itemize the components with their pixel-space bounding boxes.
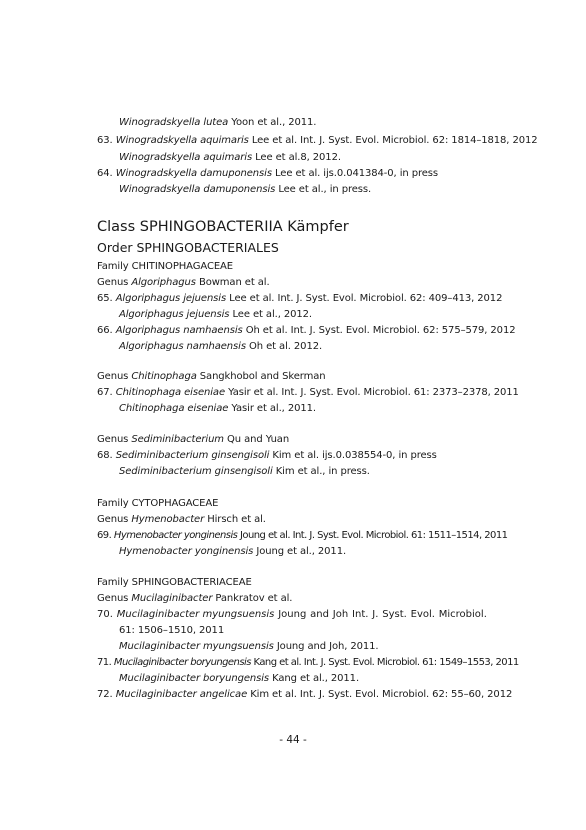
page-number: - 44 - xyxy=(279,734,307,746)
authority: Yoon et al., 2011. xyxy=(228,117,317,128)
authority: Lee et al., in press. xyxy=(275,184,372,195)
ref-word: Microbiol. xyxy=(438,609,487,620)
family-heading: Family SPHINGOBACTERIACEAE xyxy=(97,577,252,588)
species-name: Sediminibacterium ginsengisoli xyxy=(115,450,270,461)
entry-69 xyxy=(97,529,508,542)
family-heading: Family CYTOPHAGACEAE xyxy=(97,498,219,509)
genus-name: Mucilaginibacter xyxy=(131,593,213,604)
authority: Sangkhobol and Skerman xyxy=(196,371,326,382)
entry-number: 71. xyxy=(97,657,114,668)
species-name: Mucilaginibacter myungsuensis xyxy=(119,641,274,652)
entry-number: 70. xyxy=(97,609,113,620)
entry-continuation xyxy=(119,308,312,321)
species-name: Algoriphagus jejuensis xyxy=(119,309,230,320)
species-name: Winogradskyella lutea xyxy=(119,117,229,128)
entry-67 xyxy=(97,386,519,399)
entry-72 xyxy=(97,688,512,701)
genus-heading: Genus Mucilaginibacter Pankratov et al. xyxy=(97,593,293,604)
authority: Oh et al. 2012. xyxy=(245,341,323,352)
species-name: Hymenobacter yonginensis xyxy=(113,530,238,541)
ref-word: Syst. xyxy=(382,609,407,620)
authority: Pankratov et al. xyxy=(212,593,293,604)
reference: Kim et al. Int. J. Syst. Evol. Microbiol. 62: 55–60, 2012 xyxy=(247,689,513,700)
species-name: Sediminibacterium ginsengisoli xyxy=(119,466,273,477)
entry-continuation xyxy=(119,151,341,164)
entry-continuation xyxy=(119,672,359,685)
authority: Kang et al., 2011. xyxy=(269,673,360,684)
reference: Lee et al. Int. J. Syst. Evol. Microbiol. 62: 1814–1818, 2012 xyxy=(248,135,538,146)
genus-name: Hymenobacter xyxy=(131,514,205,525)
ref-word: Joung xyxy=(278,609,307,620)
species-name: Algoriphagus jejuensis xyxy=(115,293,227,304)
entry-continuation xyxy=(119,545,346,558)
species-name: Mucilaginibacter boryungensis xyxy=(113,657,251,668)
entry-continuation xyxy=(119,640,378,653)
authority: Hirsch et al. xyxy=(204,514,266,525)
species-name: Algoriphagus namhaensis xyxy=(115,325,243,336)
authority: Joung and Joh, 2011. xyxy=(273,641,379,652)
species-name: Algoriphagus namhaensis xyxy=(119,341,246,352)
reference: Kim et al. ijs.0.038554-0, in press xyxy=(269,450,437,461)
entry-number: 66. xyxy=(97,325,116,336)
species-name: Winogradskyella damuponensis xyxy=(115,168,272,179)
genus-heading: Genus Algoriphagus Bowman et al. xyxy=(97,277,270,288)
entry-68 xyxy=(97,449,437,462)
reference: Joung et al. Int. J. Syst. Evol. Microbiol. 61: 1511–1514, 2011 xyxy=(237,530,508,541)
ref-word: Evol. xyxy=(410,609,435,620)
authority: Bowman et al. xyxy=(195,277,270,288)
entry-65 xyxy=(97,292,502,305)
entry-number: 67. xyxy=(97,387,116,398)
entry-number: 64. xyxy=(97,168,116,179)
species-name: Mucilaginibacter angelicae xyxy=(115,689,248,700)
genus-heading: Genus Chitinophaga Sangkhobol and Skerman xyxy=(97,371,326,382)
ref-word: Int. xyxy=(352,609,369,620)
genus-heading: Genus Hymenobacter Hirsch et al. xyxy=(97,514,266,525)
species-name: Mucilaginibacter boryungensis xyxy=(119,673,270,684)
family-heading: Family CHITINOPHAGACEAE xyxy=(97,261,234,272)
entry-continuation xyxy=(119,402,316,415)
species-name: Winogradskyella damuponensis xyxy=(119,184,276,195)
entry-number: 63. xyxy=(97,135,116,146)
authority: Lee et al.8, 2012. xyxy=(252,152,341,163)
authority: Lee et al., 2012. xyxy=(229,309,312,320)
authority: Yasir et al., 2011. xyxy=(228,403,316,414)
entry-number: 65. xyxy=(97,293,116,304)
entry-66 xyxy=(97,324,515,337)
entry-70-first-line xyxy=(97,608,487,621)
authority: Joung et al., 2011. xyxy=(253,546,347,557)
entry-number: 72. xyxy=(97,689,116,700)
reference: Yasir et al. Int. J. Syst. Evol. Microbiol. 61: 2373–2378, 2011 xyxy=(225,387,519,398)
entry-continuation xyxy=(119,183,371,196)
entry-continuation xyxy=(119,340,322,353)
species-name: Chitinophaga eiseniae xyxy=(119,403,229,414)
entry-63 xyxy=(97,134,538,147)
entry-70 xyxy=(97,608,487,621)
species-name: Winogradskyella aquimaris xyxy=(115,135,249,146)
ref-word: Joh xyxy=(332,609,349,620)
entry-number: 68. xyxy=(97,450,116,461)
species-name: Winogradskyella aquimaris xyxy=(119,152,253,163)
reference-continuation: 61: 1506–1510, 2011 xyxy=(119,625,225,636)
genus-heading: Genus Sediminibacterium Qu and Yuan xyxy=(97,434,290,445)
ref-word: and xyxy=(310,609,329,620)
entry-number: 69. xyxy=(97,530,114,541)
entry-64 xyxy=(97,167,438,180)
species-name: Mucilaginibacter myungsuensis xyxy=(116,609,275,620)
authority: Qu and Yuan xyxy=(223,434,290,445)
entry-continuation xyxy=(119,116,316,129)
genus-name: Chitinophaga xyxy=(131,371,197,382)
species-name: Chitinophaga eiseniae xyxy=(115,387,225,398)
reference: Lee et al. Int. J. Syst. Evol. Microbiol. 62: 409–413, 2012 xyxy=(226,293,503,304)
genus-name: Algoriphagus xyxy=(131,277,196,288)
reference: Oh et al. Int. J. Syst. Evol. Microbiol. 62: 575–579, 2012 xyxy=(242,325,516,336)
entry-71 xyxy=(97,656,519,669)
order-heading: Order SPHINGOBACTERIALES xyxy=(97,240,279,255)
species-name: Hymenobacter yonginensis xyxy=(119,546,254,557)
reference: Lee et al. ijs.0.041384-0, in press xyxy=(271,168,439,179)
ref-word: J. xyxy=(372,609,379,620)
class-heading: Class SPHINGOBACTERIIA Kämpfer xyxy=(97,219,349,235)
authority: Kim et al., in press. xyxy=(272,466,370,477)
genus-name: Sediminibacterium xyxy=(131,434,224,445)
reference: Kang et al. Int. J. Syst. Evol. Microbiol. 61: 1549–1553, 2011 xyxy=(250,657,519,668)
entry-continuation xyxy=(119,465,370,478)
